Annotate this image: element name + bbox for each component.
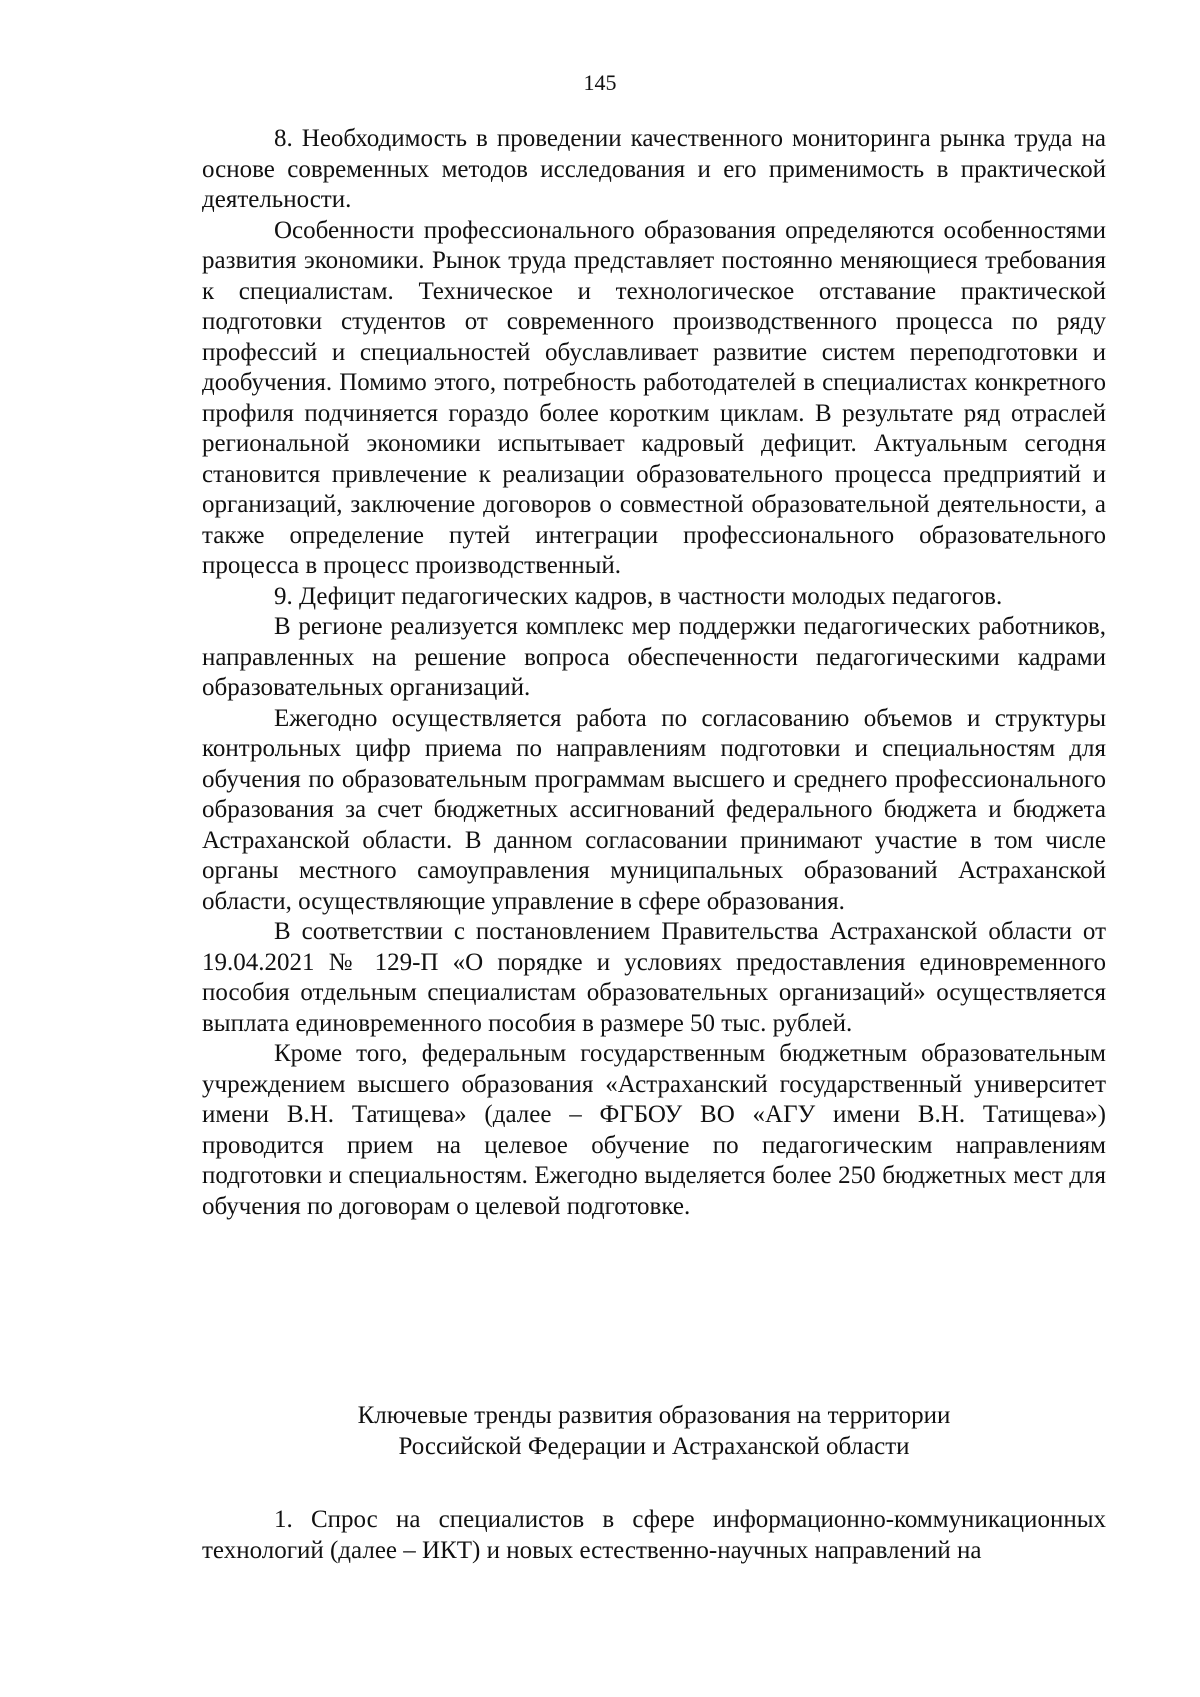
paragraph-item-8: 8. Необходимость в проведении качественного мониторинга рынка труда на основе современных методов исследования и его применимость в практической деятельности. — [202, 125, 1106, 213]
paragraph-support-measures: В регионе реализуется комплекс мер поддержки педагогических работников, направленных на решение вопроса обеспеченности педагогическими кадрами образовательных организаций. — [202, 613, 1106, 701]
document-body — [202, 124, 1106, 1222]
paragraph-one-time-allowance: В соответствии с постановлением Правительства Астраханской области от 19.04.2021 № 129-П «О порядке и условиях предоставления единовременного пособия отдельным специалистам образовательных организаций» осуществляется выплата единовременного пособия в размере 50 тыс. рублей. — [202, 918, 1106, 1037]
paragraph-ict-demand: 1. Спрос на специалистов в сфере информационно-коммуникационных технологий (далее – ИКТ) и новых естественно-научных направлений на — [202, 1506, 1106, 1564]
paragraph-admission-figures: Ежегодно осуществляется работа по согласованию объемов и структуры контрольных цифр приема по направлениям подготовки и специальностям для обучения по образовательным программам высшего и среднего профессионального образования за счет бюджетных ассигнований федерального бюджета и бюджета Астраханской области. В данном согласовании принимают участие в том числе органы местного самоуправления муниципальных образований Астраханской области, осуществляющие управление в сфере образования. — [202, 704, 1106, 915]
section-heading-line-1: Ключевые тренды развития образования на территории — [357, 1402, 951, 1429]
paragraph-item-9: 9. Дефицит педагогических кадров, в частности молодых педагогов. — [274, 582, 1003, 610]
document-body-continued — [202, 1504, 1106, 1566]
paragraph-professional-education: Особенности профессионального образования определяются особенностями развития экономики. Рынок труда представляет постоянно меняющиеся требования к специалистам. Техническое и технологическое отставание практической подготовки студентов от современного производственного процесса по ряду профессий и специальностей обуславливает развитие систем переподготовки и дообучения. Помимо этого, потребность работодателей в специалистах конкретного профиля подчиняется гораздо более коротким циклам. В результате ряд отраслей региональной экономики испытывает кадровый дефицит. Актуальным сегодня становится привлечение к реализации образовательного процесса предприятий и организаций, заключение договоров о совместной образовательной деятельности, а также определение путей интеграции профессионального образовательного процесса в процесс производственный. — [202, 216, 1106, 579]
page-number: 145 — [583, 70, 617, 95]
paragraph-targeted-training: Кроме того, федеральным государственным бюджетным образовательным учреждением высшего образования «Астраханский государственный университет имени В.Н. Татищева» (далее – ФГБОУ ВО «АГУ имени В.Н. Татищева») проводится прием на целевое обучение по педагогическим направлениям подготовки и специальностям. Ежегодно выделяется более 250 бюджетных мест для обучения по договорам о целевой подготовке. — [202, 1040, 1106, 1220]
section-heading — [202, 1400, 1106, 1462]
section-heading-line-2: Российской Федерации и Астраханской области — [398, 1433, 910, 1460]
